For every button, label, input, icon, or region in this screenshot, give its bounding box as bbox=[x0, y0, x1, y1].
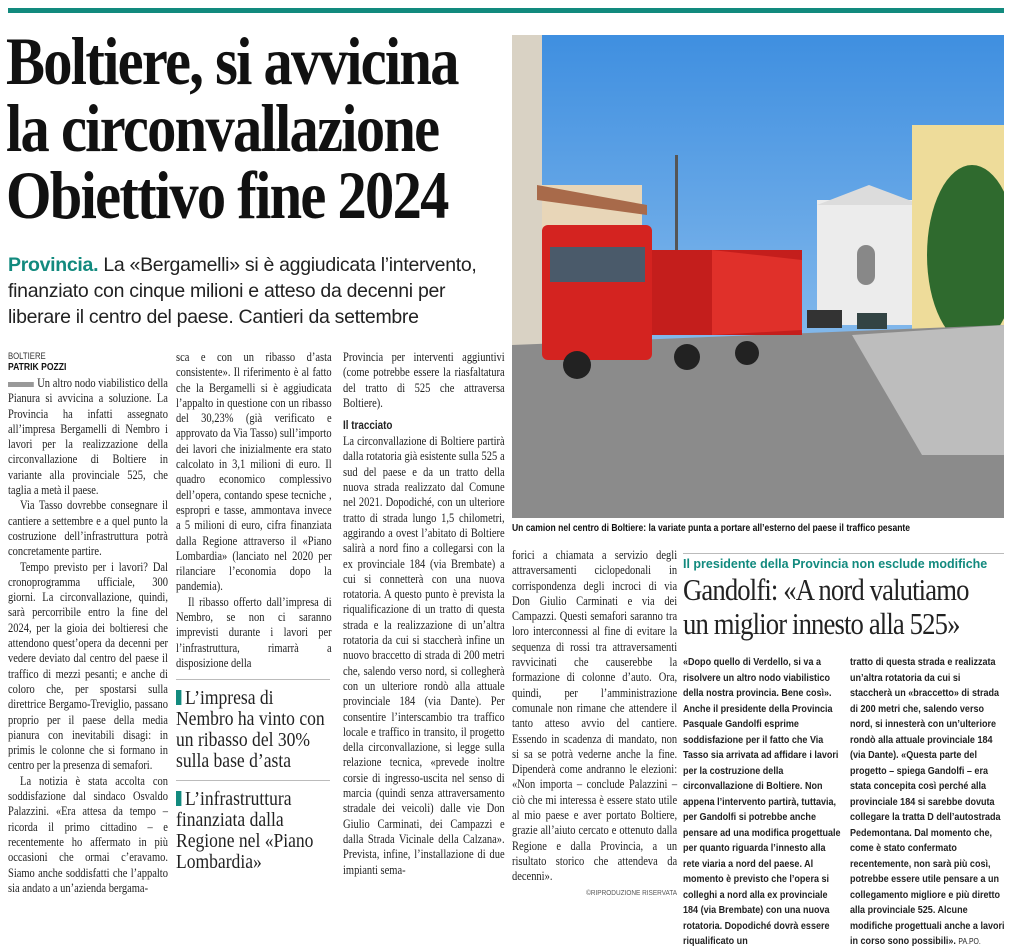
sidebar-kicker: Il presidente della Provincia non esclude modifiche bbox=[683, 557, 988, 571]
sidebar-column-2 bbox=[850, 655, 1005, 950]
paragraph: Il ribasso offerto dall’impresa di Nembro, se non ci saranno imprevisti durante i lavori per l’infrastruttura, rimarrà a disposizione della bbox=[176, 594, 332, 670]
paragraph: forici a chiamata a servizio degli attraversamenti ciclopedonali in corrispondenza degli incroci di via Don Giulio Carminati e via dei Campazzi. Questi semafori saranno tra loro interconnessi al fine di evitare la sequenza di rossi tra attraversamenti ravvicinati che causerebbe la formazione di colonne d’auto. Ora, quindi, per l’amministrazione comunale non rimane che attendere il tanto atteso avvio del cantiere. Essendo in scadenza di mandato, non si sa se potrà vederne anche la fine. Dipenderà come andranno le elezioni: «Non importa – conclude Palazzini – ciò che mi interessa è essere stato utile al mio paese e aver portato Boltiere, grazie all’aiuto cercato e ottenuto dalla Regione e dalla Provincia, a un risultato storico che attendeva da decenni». bbox=[512, 548, 678, 884]
pull-quote-text: L’infrastruttura finanziata dalla Regione nel «Piano Lombardia» bbox=[176, 789, 314, 874]
photo-truck-in-boltiere bbox=[512, 35, 1004, 518]
paragraph: Tempo previsto per i lavori? Dal cronoprogramma ufficiale, 300 giorni. La circonvallazione, quindi, sarà percorribile entro la fine del 2024, per la gioia dei boltieresi che attendono quest’opera da decenni per vedere deviato dal centro del paese il traffico di mezzi pesanti; e anche di coloro che, per spostarsi sulla direttrice Bergamo-Treviglio, passano proprio per il paese della media pianura con inevitabili disagi: in primis le colonne che si formano in centro per la presenza di semafori. bbox=[8, 559, 168, 773]
pull-quote bbox=[176, 688, 331, 772]
sidebar-headline bbox=[683, 573, 997, 641]
photo-caption: Un camion nel centro di Boltiere: la variate punta a portare all’esterno del paese il traffico pesante bbox=[512, 523, 911, 534]
sidebar-column-1: «Dopo quello di Verdello, si va a risolvere un altro nodo viabilistico della nostra provincia. Bene così». Anche il presidente della Provincia Pasquale Gandolfi esprime soddisfazione per il fatto che Via Tasso sia arrivata ad affidare i lavori per la costruzione della circonvallazione di Boltiere. Non appena l’intervento partirà, tuttavia, per Gandolfi si potrebbe anche pensare ad una modifica progettuale per quanto riguarda l’innesto alla rete viaria a nord del paese. Al momento è previsto che l’opera si colleghi a nord alla ex provinciale 184 (via Brembate) con una nuova rotatoria. Dopodiché dovrà essere riqualificato un bbox=[683, 656, 841, 947]
sidebar-text: tratto di questa strada e realizzata un’altra rotatoria da cui si staccherà un «braccetto» di strada di 200 metri che, salendo verso nord, si innesterà con un’ulteriore rondò alla attuale provinciale 184 (via Dante). «Questa parte del progetto – spiega Gandolfi – era stata concepita così perché alla provinciale 184 si sarebbe dovuta collegare la tratta D dell’autostrada Pedemontana. Dal momento che, come è stato confermato recentemente, non sarà più così, potrebbe essere utile pensare a un collegamento migliore e più diretto alla provinciale 525. Alcune modifiche progettuali anche a lavori in corso sono possibili». bbox=[850, 656, 1005, 947]
headline-line: Boltiere, si avvicina bbox=[6, 23, 458, 99]
byline-author: PATRIK POZZI bbox=[8, 362, 67, 373]
paragraph bbox=[8, 376, 168, 498]
subheading: Il tracciato bbox=[343, 420, 393, 433]
quote-marker bbox=[176, 690, 181, 705]
paragraph: La circonvallazione di Boltiere partirà dalla rotatoria già esistente sulla 525 a sud del paese e da un tratto della nuova strada realizzato dal Comune nel 2021. Dopodiché, con un ulteriore tratto di strada lungo 1,5 chilometri, aggirando a ovest l’abitato di Boltiere salirà a nord fino a collegarsi con la ex provinciale 184 (via Brembate) a cui si connetterà con una nuova rotatoria. A questo punto è prevista la riqualificazione di un tratto di questa strada e la realizzazione di un’altra rotatoria da cui si staccherà infine un nuovo braccetto di strada di 200 metri che, salendo verso nord, si collegherà con un ulteriore rondò alla attuale provinciale 184 (via Dante). Per consentire l’interscambio tra traffico locale e traffico in transito, il progetto della circonvallazione, si legge sulla relazione tecnica, «prevede inoltre corsie di ingresso-uscita nel senso di marcia (quindi senza attraversamento stradale dei veicoli) dalle vie Don Giulio Carminati, dei Campazzi e dalla Strada Vicinale della Calzana». Prevista, infine, l’installazione di due impianti sema- bbox=[343, 434, 505, 877]
article-column-2-text bbox=[176, 350, 332, 671]
sidebar-headline-line: Gandolfi: «A nord valutiamo bbox=[683, 572, 969, 607]
byline-place: BOLTIERE bbox=[8, 351, 46, 361]
paragraph-text: Un altro nodo viabilistico della Pianura si avvicina a soluzione. La Provincia ha infatti assegnato all’impresa Bergamelli di Nembro i lavori per la realizzazione della circonvallazione di Boltiere in variante alla provinciale 525, che taglia a metà il paese. bbox=[8, 376, 168, 498]
deck-kicker: Provincia. bbox=[8, 254, 99, 276]
headline bbox=[6, 23, 488, 233]
headline-line: Obiettivo fine 2024 bbox=[6, 157, 448, 233]
pull-quote bbox=[176, 789, 331, 873]
sidebar-headline-line: un miglior innesto alla 525» bbox=[683, 606, 960, 641]
lead-bar bbox=[8, 382, 34, 387]
deck-text: La «Bergamelli» si è aggiudicata l’intervento, finanziato con cinque milioni e atteso da decenni per liberare il centro del paese. Cantieri da settembre bbox=[8, 254, 477, 328]
author-signature: PA.PO. bbox=[958, 937, 981, 946]
paragraph: La notizia è stata accolta con soddisfazione dal sindaco Osvaldo Palazzini. «Era attesa da tempo – ricorda il primo cittadino – e recentemente ho affermato in più occasioni che ormai c’eravamo. Siamo anche soddisfatti che l’appalto sia andato a un’azienda bergama- bbox=[8, 773, 168, 895]
deck bbox=[8, 252, 508, 330]
divider bbox=[176, 679, 330, 680]
article-column-4-text bbox=[512, 548, 677, 898]
pull-quote-text: L’impresa di Nembro ha vinto con un ribasso del 30% sulla base d’asta bbox=[176, 688, 325, 773]
divider bbox=[683, 553, 1004, 554]
copyright-notice: ©RIPRODUZIONE RISERVATA bbox=[586, 887, 678, 897]
article-column-3-text bbox=[343, 350, 505, 878]
byline bbox=[8, 350, 168, 374]
article-column-2 bbox=[176, 350, 332, 881]
section-top-bar bbox=[8, 8, 1004, 13]
article-column-1-text bbox=[8, 350, 168, 896]
quote-marker bbox=[176, 791, 181, 806]
article-column-1 bbox=[8, 350, 168, 896]
paragraph: Provincia per interventi aggiuntivi (come potrebbe essere la riasfaltatura del tratto di 525 che attraversa Boltiere). bbox=[343, 350, 505, 410]
headline-line: la circonvallazione bbox=[6, 90, 439, 166]
paragraph: sca e con un ribasso d’asta consistente». Il riferimento è al fatto che la Bergamelli si è aggiudicata l’appalto in questione con un ribasso del 30,23% (già verificato e approvato da Via Tasso) sull’importo dei lavori che inizialmente era stato calcolato in 3,1 milioni di euro. Il quadro economico complessivo dell’opera, contando spese tecniche , espropri e tasse, ammontava invece a 5 milioni di euro, cifra finanziata dalla Regione attraverso il «Piano Lombardia» (lanciato nel 2020 per rilanciare l’economia dopo la pandemia). bbox=[176, 350, 332, 594]
article-column-3 bbox=[343, 350, 505, 878]
divider bbox=[176, 780, 330, 781]
paragraph: Via Tasso dovrebbe consegnare il cantiere a settembre e a quel punto la costruzione dell’infrastruttura potrà concretamente partire. bbox=[8, 498, 168, 559]
article-column-4 bbox=[512, 548, 677, 898]
